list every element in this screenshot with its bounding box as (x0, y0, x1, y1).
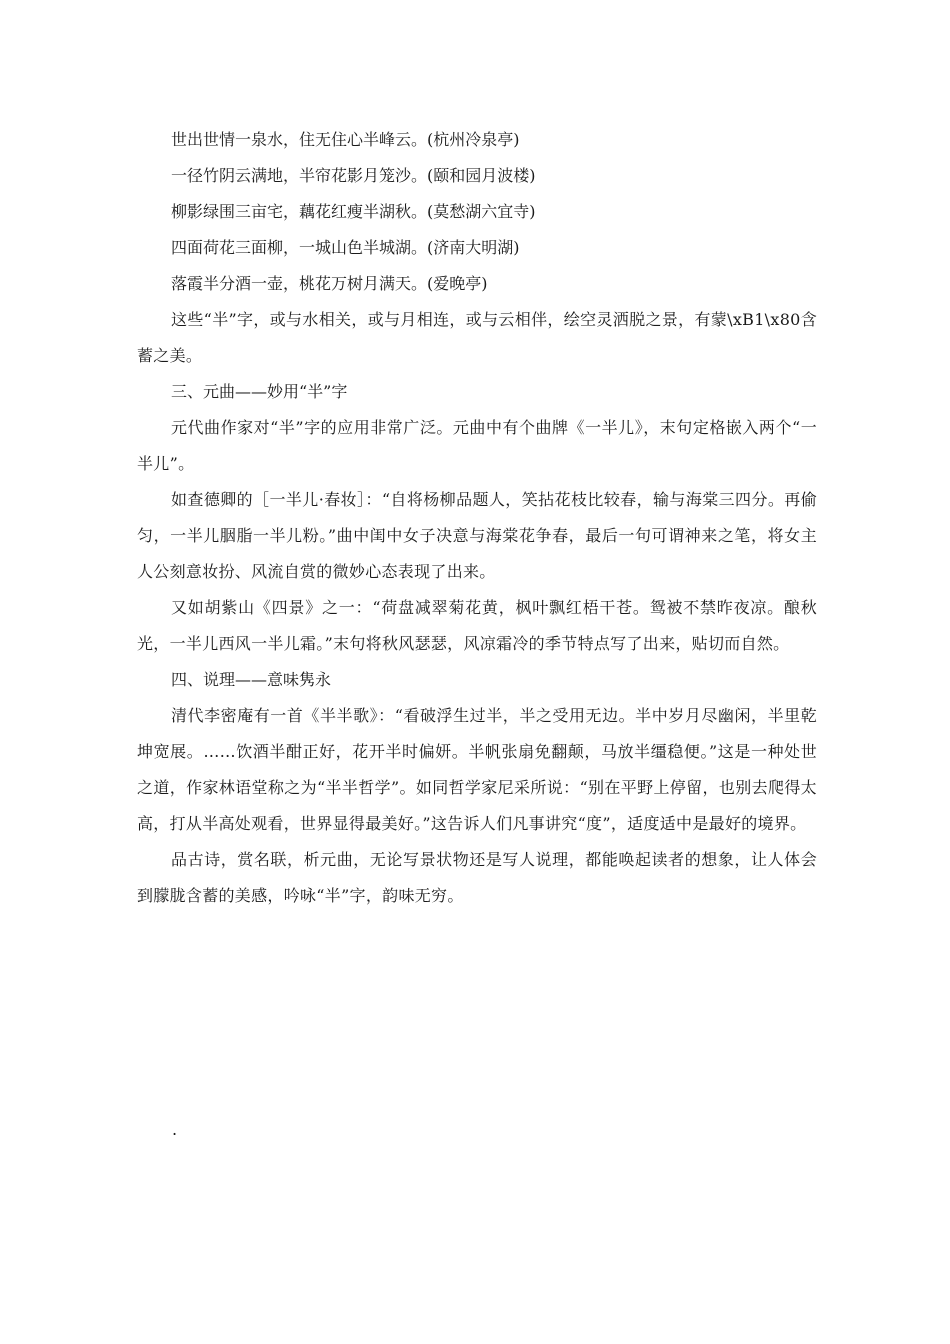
section-heading-reasoning: 四、说理——意味隽永 (171, 670, 332, 689)
couplet-line: 落霞半分酒一壶，桃花万树月满天。(爱晚亭) (171, 274, 488, 293)
couplet-line: 一径竹阴云满地，半帘花影月笼沙。(颐和园月波楼) (171, 166, 536, 185)
zha-deqing-paragraph: 如查德卿的［一半儿·春妆］：“自将杨柳品题人，笑拈花枝比较春，输与海棠三四分。再偷匀，一半儿胭脂一半儿粉。”曲中闺中女子决意与海棠花争春，最后一句可谓神来之笔，将女主人公刻意妆扮、风流自赏的微妙心态表现了出来。 (137, 490, 817, 581)
hu-zishan-paragraph: 又如胡紫山《四景》之一：“荷盘减翠菊花黄，枫叶飘红梧干苍。鸳被不禁昨夜凉。酿秋光，一半儿西风一半儿霜。”末句将秋风瑟瑟，风凉霜冷的季节特点写了出来，贴切而自然。 (137, 598, 817, 653)
li-mian-paragraph: 清代李密庵有一首《半半歌》：“看破浮生过半，半之受用无边。半中岁月尽幽闲，半里乾坤宽展。……饮酒半酣正好，花开半时偏妍。半帆张扇免翻颠，马放半缰稳便。”这是一种处世之道，作家林语堂称之为“半半哲学”。如同哲学家尼采所说：“别在平野上停留，也别去爬得太高，打从半高处观看，世界显得最美好。”这告诉人们凡事讲究“度”，适度适中是最好的境界。 (137, 706, 817, 833)
couplet-line: 四面荷花三面柳，一城山色半城湖。(济南大明湖) (171, 238, 520, 257)
couplets-summary-paragraph: 这些“半”字，或与水相关，或与月相连，或与云相伴，绘空灵洒脱之景，有蒙\xB1\x80含蓄之美。 (137, 310, 817, 365)
couplet-line: 世出世情一泉水，住无住心半峰云。(杭州冷泉亭) (171, 130, 520, 149)
document-body (137, 122, 817, 914)
conclusion-paragraph: 品古诗，赏名联，析元曲，无论写景状物还是写人说理，都能唤起读者的想象，让人体会到朦胧含蓄的美感，吟咏“半”字，韵味无穷。 (137, 850, 817, 905)
yuanqu-intro-paragraph: 元代曲作家对“半”字的应用非常广泛。元曲中有个曲牌《一半儿》，末句定格嵌入两个“一半儿”。 (137, 418, 817, 473)
section-heading-yuanqu: 三、元曲——妙用“半”字 (171, 382, 348, 401)
couplet-line: 柳影绿围三亩宅，藕花红瘦半湖秋。(莫愁湖六宜寺) (171, 202, 536, 221)
footer-dot: . (172, 1120, 178, 1139)
